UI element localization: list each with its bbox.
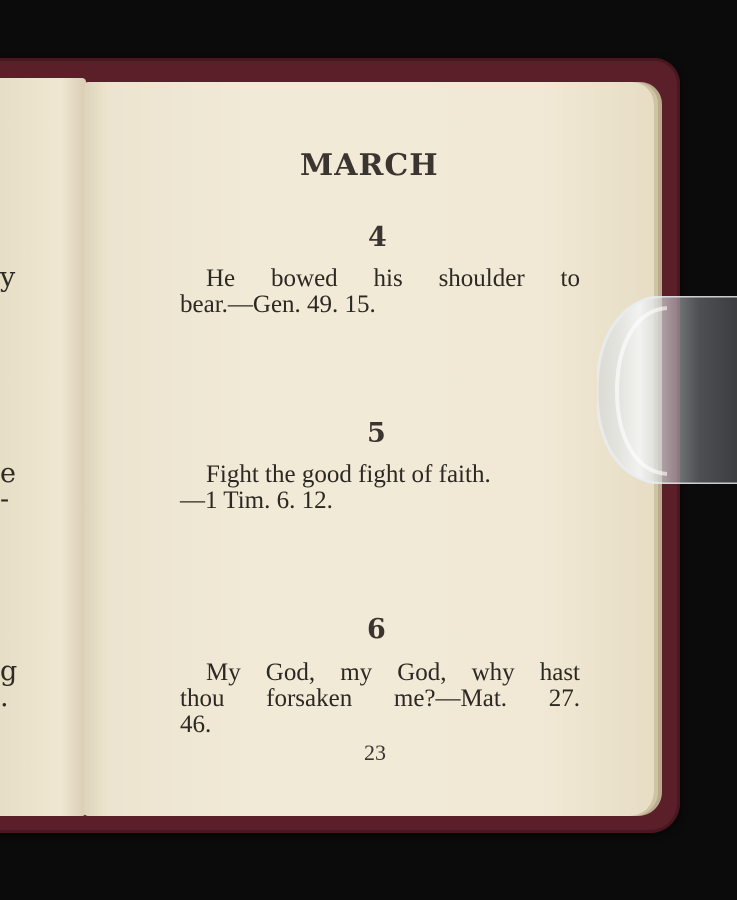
- month-heading: MARCH: [300, 148, 439, 183]
- verse-line: Fight the good fight of faith.: [206, 461, 491, 488]
- left-page-text-fragment: .: [0, 682, 9, 713]
- left-page-text-fragment: y: [0, 262, 16, 293]
- day-number: 4: [368, 222, 387, 253]
- left-page: [0, 78, 86, 816]
- left-page-text-fragment: -: [0, 484, 10, 515]
- verse-line: 46.: [180, 711, 212, 738]
- day-number: 6: [367, 614, 386, 645]
- verse-line: thou forsaken me?—Mat. 27.: [180, 685, 580, 712]
- page-number: 23: [364, 740, 386, 765]
- verse-line: —1 Tim. 6. 12.: [180, 487, 333, 514]
- verse-line: My God, my God, why hast: [206, 659, 580, 686]
- verse-text: [180, 266, 580, 318]
- verse-text: [180, 462, 580, 514]
- verse-line: He bowed his shoulder to: [206, 265, 580, 292]
- plastic-clip: [597, 296, 737, 484]
- verse-line: bear.—Gen. 49. 15.: [180, 291, 376, 318]
- verse-text: [180, 660, 580, 738]
- day-number: 5: [367, 418, 386, 449]
- left-page-text-fragment: e: [0, 458, 16, 489]
- left-page-text-fragment: g: [0, 656, 18, 687]
